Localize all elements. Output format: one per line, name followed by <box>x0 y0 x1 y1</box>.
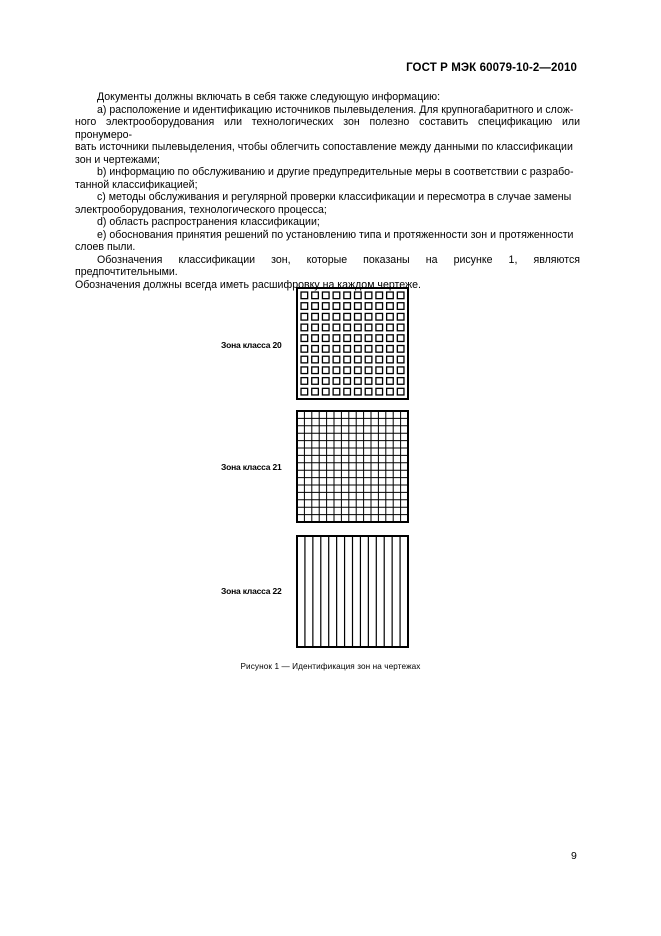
zone-20-square <box>322 335 329 342</box>
zone-20-square <box>387 367 394 374</box>
zone-20-square <box>344 324 351 331</box>
zone-20-square <box>387 356 394 363</box>
zone-20-square <box>322 324 329 331</box>
zone-20-square <box>355 335 362 342</box>
zone-20-square <box>365 346 372 353</box>
zone-20-square <box>355 292 362 299</box>
zone-20-square <box>387 335 394 342</box>
zone-20-square <box>301 292 308 299</box>
item-e-line-2: слоев пыли. <box>75 241 136 253</box>
zone-20-square <box>355 378 362 385</box>
zone-20-square <box>344 313 351 320</box>
zone-20-square <box>322 388 329 395</box>
zone-20-square <box>301 378 308 385</box>
zone-21-frame <box>297 411 408 522</box>
zone-20-square <box>355 313 362 320</box>
zone-20-square <box>344 367 351 374</box>
zone-20-square <box>301 367 308 374</box>
zone-20-square <box>355 388 362 395</box>
zone-20-square <box>365 378 372 385</box>
zone-20-square <box>333 324 340 331</box>
zone-20-square <box>387 313 394 320</box>
zone-20-square <box>376 356 383 363</box>
closing-line-1: Обозначения классификации зон, которые показаны на рисунке 1, являются предпочтительными. <box>75 253 580 278</box>
zone-class-21-symbol <box>297 411 408 522</box>
zone-20-square <box>397 292 404 299</box>
zone-class-22-label: Зона класса 22 <box>221 586 282 596</box>
item-e-line-1: e) обоснования принятия решений по установлению типа и протяженности зон и протяженности <box>97 228 574 241</box>
zone-20-square <box>397 313 404 320</box>
item-a-line-4: зон и чертежами; <box>75 153 160 166</box>
zone-20-square <box>301 346 308 353</box>
zone-20-square <box>301 303 308 310</box>
zone-20-square <box>301 313 308 320</box>
zone-20-square <box>376 378 383 385</box>
zone-20-square <box>333 292 340 299</box>
zone-20-square <box>365 367 372 374</box>
item-a-line-1: a) расположение и идентификацию источников пылевыделения. Для крупногабаритного и слож- <box>97 103 574 116</box>
item-b-line-2: танной классификацией; <box>75 178 198 191</box>
item-b-line-1: b) информацию по обслуживанию и другие предупредительные меры в соответствии с разрабо- <box>97 166 574 178</box>
zone-22-frame <box>297 536 408 647</box>
zone-20-square <box>344 335 351 342</box>
closing-line-2: Обозначения должны всегда иметь расшифровку на каждом чертеже. <box>75 278 421 291</box>
zone-20-square <box>387 346 394 353</box>
zone-20-square <box>322 292 329 299</box>
zone-20-square <box>333 378 340 385</box>
zone-20-square <box>355 346 362 353</box>
zone-20-square <box>312 367 319 374</box>
zone-20-square <box>355 367 362 374</box>
zone-20-square <box>376 367 383 374</box>
zone-20-square <box>344 303 351 310</box>
zone-20-square <box>344 356 351 363</box>
zone-20-square <box>365 313 372 320</box>
zone-20-square <box>312 313 319 320</box>
zone-20-square <box>322 303 329 310</box>
zone-20-square <box>312 303 319 310</box>
zone-20-square <box>387 292 394 299</box>
zone-20-square <box>355 303 362 310</box>
zone-20-square <box>376 346 383 353</box>
zone-20-square <box>344 346 351 353</box>
zone-20-square <box>376 313 383 320</box>
zone-20-frame <box>297 288 408 399</box>
zone-20-square <box>397 303 404 310</box>
zone-class-20-symbol <box>297 288 408 399</box>
item-a-line-3: вать источники пылевыделения, чтобы облегчить сопоставление между данными по классификации <box>75 141 573 153</box>
zone-20-square <box>312 324 319 331</box>
zone-20-square <box>333 335 340 342</box>
zone-20-square <box>301 324 308 331</box>
zone-20-square <box>312 335 319 342</box>
zone-20-square <box>312 356 319 363</box>
zone-20-square <box>365 324 372 331</box>
zone-20-square <box>312 388 319 395</box>
item-c-line-1: c) методы обслуживания и регулярной проверки классификации и пересмотра в случае замены <box>97 191 572 203</box>
zone-class-20-label: Зона класса 20 <box>221 340 282 350</box>
zone-20-square <box>333 303 340 310</box>
zone-20-square <box>344 292 351 299</box>
zone-20-square <box>344 388 351 395</box>
zone-20-square <box>333 356 340 363</box>
zone-20-square <box>387 388 394 395</box>
zone-20-square <box>333 346 340 353</box>
zone-20-square <box>397 388 404 395</box>
zone-20-square <box>365 292 372 299</box>
zone-20-square <box>312 346 319 353</box>
zone-20-square <box>333 313 340 320</box>
zone-20-square <box>333 388 340 395</box>
intro-paragraph: Документы должны включать в себя также следующую информацию: <box>97 91 441 103</box>
figure-caption: Рисунок 1 — Идентификация зон на чертежах <box>240 662 421 671</box>
zone-20-square <box>376 335 383 342</box>
zone-20-square <box>301 335 308 342</box>
item-c-line-2: электрооборудования, технологического процесса; <box>75 203 327 216</box>
zone-20-square <box>397 367 404 374</box>
zone-20-square <box>333 367 340 374</box>
zone-20-square <box>376 388 383 395</box>
zone-20-square <box>376 324 383 331</box>
zone-20-square <box>312 292 319 299</box>
zone-20-square <box>397 324 404 331</box>
zone-20-square <box>387 303 394 310</box>
zone-20-square <box>365 303 372 310</box>
zone-20-square <box>397 356 404 363</box>
zone-20-square <box>301 388 308 395</box>
zone-20-square <box>322 367 329 374</box>
zone-20-square <box>312 378 319 385</box>
zone-20-square <box>322 313 329 320</box>
zone-20-square <box>397 346 404 353</box>
zone-20-square <box>376 303 383 310</box>
zone-20-square <box>322 356 329 363</box>
zone-20-square <box>322 346 329 353</box>
page-number: 9 <box>571 850 577 862</box>
zone-20-square <box>365 335 372 342</box>
zone-20-square <box>355 324 362 331</box>
zone-20-square <box>387 378 394 385</box>
body-text <box>75 91 580 291</box>
item-a-line-2: ного электрооборудования или технологических зон полезно составить спецификацию или пронумеро- <box>75 116 580 141</box>
zone-class-22-symbol <box>297 536 408 647</box>
zone-20-square <box>365 356 372 363</box>
item-d-line: d) область распространения классификации; <box>97 216 320 228</box>
zone-20-square <box>397 378 404 385</box>
zone-20-square <box>365 388 372 395</box>
zone-class-21-label: Зона класса 21 <box>221 462 282 472</box>
zone-20-square <box>301 356 308 363</box>
zone-20-square <box>322 378 329 385</box>
zone-20-square <box>387 324 394 331</box>
zone-20-square <box>397 335 404 342</box>
zone-20-square <box>355 356 362 363</box>
zone-20-square <box>376 292 383 299</box>
zone-20-square <box>344 378 351 385</box>
document-code-header: ГОСТ Р МЭК 60079-10-2—2010 <box>406 62 577 74</box>
